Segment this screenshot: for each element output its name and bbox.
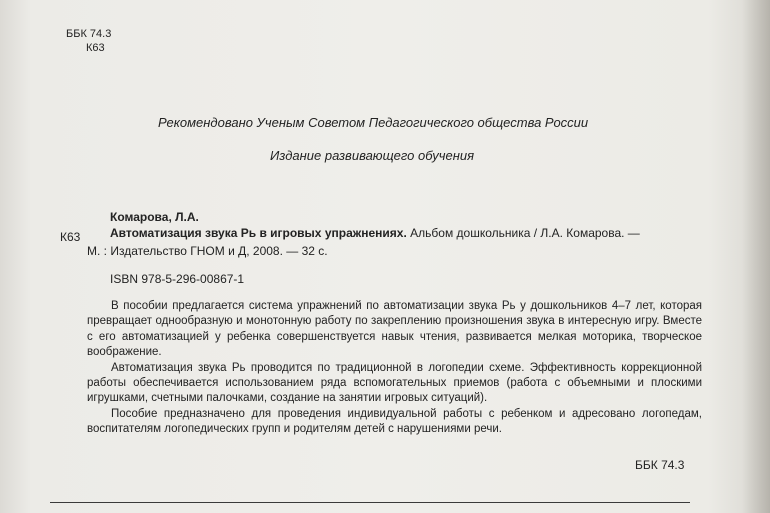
annotation-paragraph: Автоматизация звука Рь проводится по традиционной в логопедии схеме. Эффективность коррекционной работы обеспечивается использованием ряда вспомогательных приемов (работа с объемными и плоскими игрушками, счетными палочками, создание на занятии игровых ситуаций). [87,361,702,405]
header-author-code: К63 [86,42,105,54]
header-bbk: ББК 74.3 [66,28,112,40]
annotation [87,299,702,438]
header-classification [66,27,111,55]
book-title: Автоматизация звука Рь в игровых упражнениях. [110,226,407,240]
recommendation-line: Рекомендовано Ученым Советом Педагогического общества России [158,115,589,130]
edition-note: Издание развивающего обучения [270,148,475,163]
imprint-line: М. : Издательство ГНОМ и Д, 2008. — 32 с. [87,244,328,258]
annotation-paragraph: Пособие предназначено для проведения индивидуальной работы с ребенком и адресовано логопедам, воспитателям логопедических групп и родителям детей с нарушениями речи. [87,407,702,436]
book-title-rest: Альбом дошкольника / Л.А. Комарова. — [406,226,640,240]
annotation-paragraph: В пособии предлагается система упражнений по автоматизации звука Рь у дошкольников 4–7 лет, которая превращает однообразную и монотонную работу по закреплению произношения звука в интересную игру. Вместе с его автоматизацией у ребенка совершенствуется навык чтения, развивается мелкая моторика, творческое воображение. [87,300,702,359]
isbn: ISBN 978-5-296-00867-1 [110,272,245,286]
bottom-rule [50,502,690,503]
page-fold-shadow [742,0,770,513]
author-code: К63 [60,230,81,244]
footer-bbk: ББК 74.3 [635,458,685,472]
book-title-line [110,226,640,240]
author-name: Комарова, Л.А. [110,210,199,224]
